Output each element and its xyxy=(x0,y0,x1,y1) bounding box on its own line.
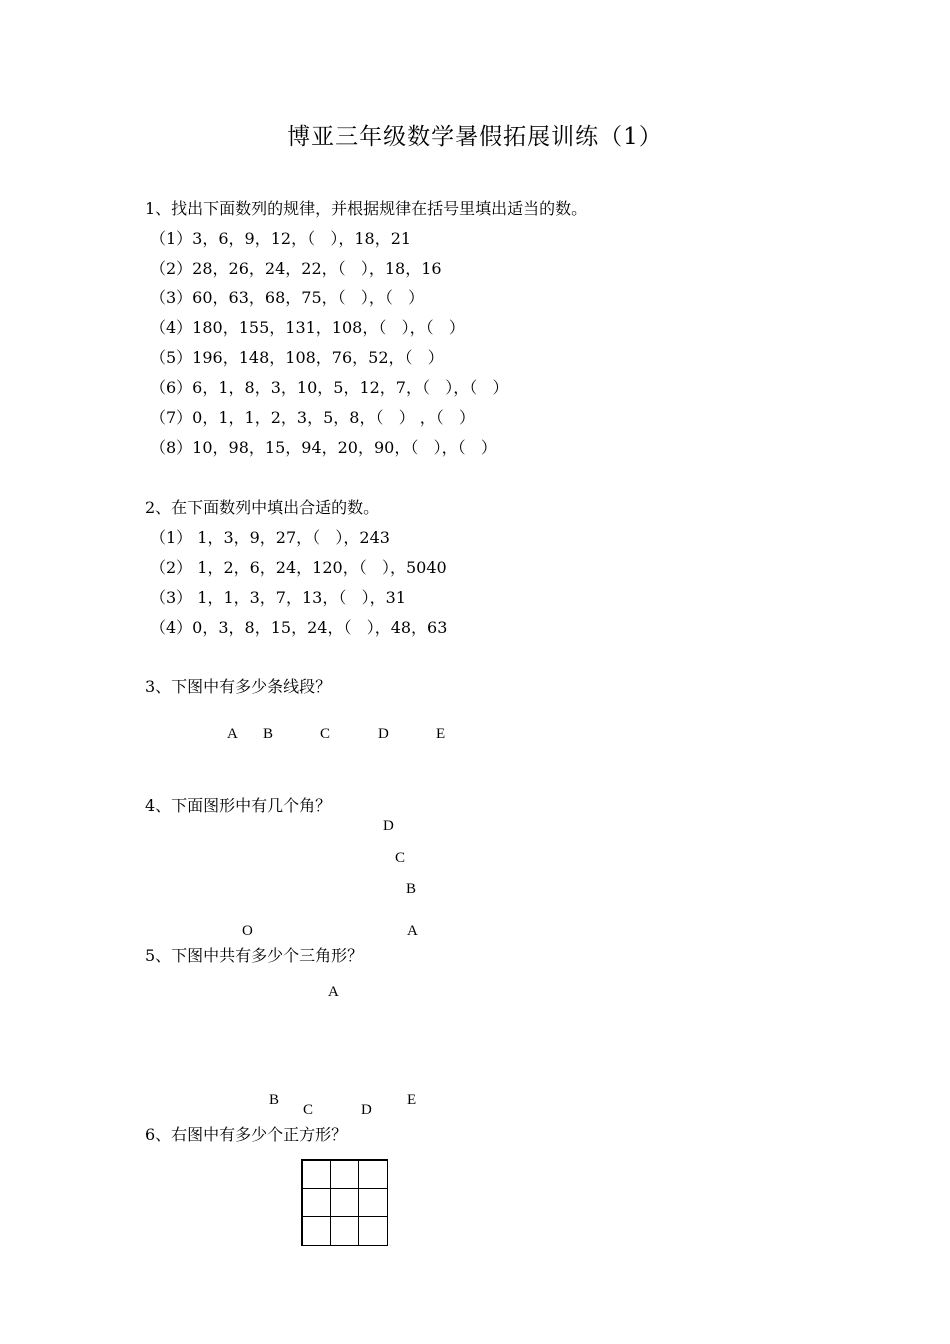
q5-point-b: B xyxy=(269,1092,280,1108)
q3-point-c: C xyxy=(320,726,331,742)
grid-cell xyxy=(358,1160,387,1189)
q4-point-a: A xyxy=(407,923,418,939)
grid-cell xyxy=(358,1188,387,1217)
q6-heading: 6、右图中有多少个正方形？ xyxy=(145,1125,348,1144)
q5-heading: 5、下图中共有多少个三角形？ xyxy=(145,946,364,965)
q4-point-o: O xyxy=(242,923,253,939)
grid-cell xyxy=(302,1216,331,1245)
grid-cell xyxy=(302,1188,331,1217)
q1-item-4: （4）180，155，131，108，（ ），（ ） xyxy=(150,318,465,337)
q3-point-d: D xyxy=(378,726,389,742)
q1-item-5: （5）196，148，108，76，52，（ ） xyxy=(150,348,444,367)
page-title: 博亚三年级数学暑假拓展训练（1） xyxy=(287,124,663,150)
q5-point-d: D xyxy=(361,1102,372,1118)
q2-item-4: （4）0，3，8，15，24，（ ），48，63 xyxy=(150,618,448,637)
q2-heading: 2、在下面数列中填出合适的数。 xyxy=(145,498,380,517)
q2-item-3: （3） 1，1，3，7，13，（ ），31 xyxy=(150,588,406,607)
q2-item-2: （2） 1，2，6，24，120，（ ），5040 xyxy=(150,558,447,577)
grid-cell xyxy=(358,1216,387,1245)
q3-point-a: A xyxy=(227,726,238,742)
q3-heading: 3、下图中有多少条线段？ xyxy=(145,677,332,696)
q1-heading: 1、找出下面数列的规律，并根据规律在括号里填出适当的数。 xyxy=(145,199,588,218)
q1-item-3: （3）60，63，68，75，（ ），（ ） xyxy=(150,288,425,307)
q1-item-2: （2）28，26，24，22，（ ），18，16 xyxy=(150,259,442,278)
q1-item-1: （1）3，6，9，12，（ ），18，21 xyxy=(150,229,412,248)
grid-cell xyxy=(302,1160,331,1189)
grid-cell xyxy=(330,1188,359,1217)
q5-point-c: C xyxy=(303,1102,314,1118)
q3-point-e: E xyxy=(436,726,446,742)
q2-item-1: （1） 1，3，9，27，（ ），243 xyxy=(150,528,390,547)
q1-item-7: （7）0，1，1，2，3，5，8，（ ） ，（ ） xyxy=(150,408,476,427)
square-grid xyxy=(301,1159,388,1246)
q4-point-c: C xyxy=(395,850,406,866)
grid-cell xyxy=(330,1160,359,1189)
q4-heading: 4、下面图形中有几个角？ xyxy=(145,796,332,815)
q5-point-a: A xyxy=(328,984,339,1000)
grid-cell xyxy=(330,1216,359,1245)
q1-item-6: （6）6，1，8，3，10，5，12，7，（ ），（ ） xyxy=(150,378,509,397)
q3-point-b: B xyxy=(263,726,274,742)
q1-item-8: （8）10，98，15，94，20，90，（ ），（ ） xyxy=(150,438,497,457)
q5-point-e: E xyxy=(407,1092,417,1108)
q4-point-b: B xyxy=(406,881,417,897)
q4-point-d: D xyxy=(383,818,394,834)
